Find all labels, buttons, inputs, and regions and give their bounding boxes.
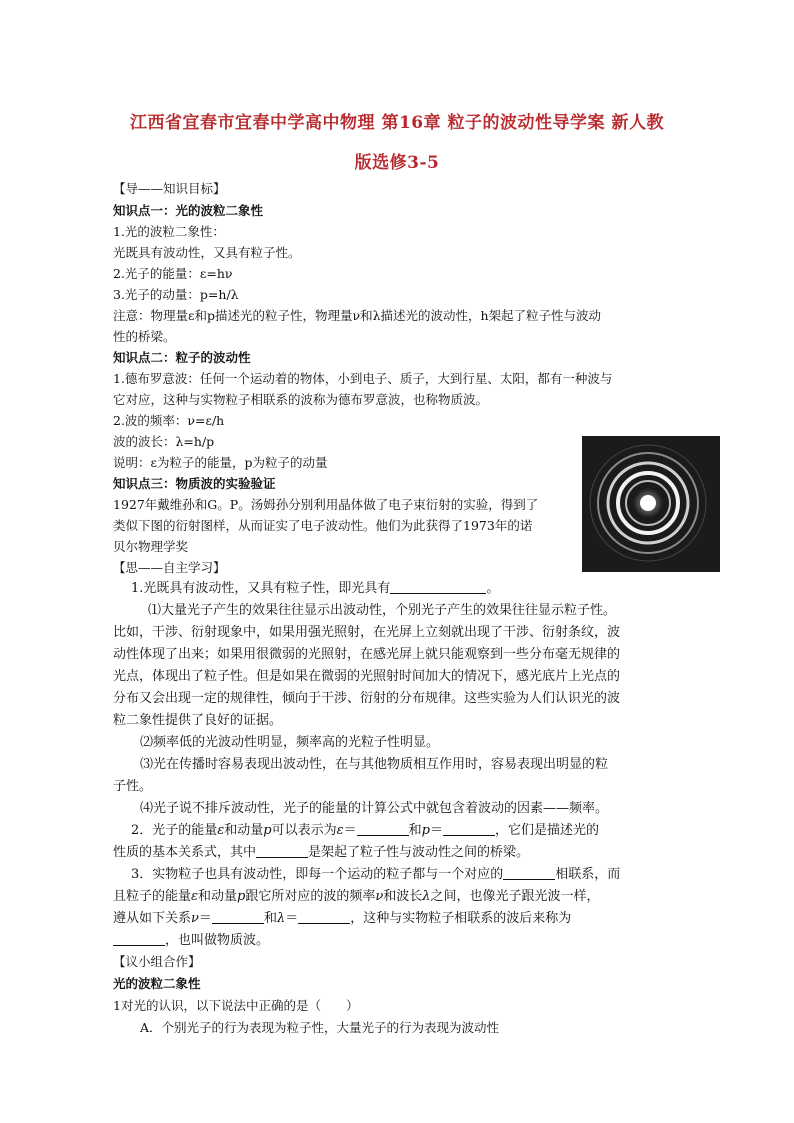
si-q3: 遵从如下关系ν＝ 和λ＝ ，这种与实物粒子相联系的波后来称为 <box>113 911 572 926</box>
answer-blank[interactable] <box>298 909 350 924</box>
kp2-title: 知识点二：粒子的波动性 <box>113 350 251 365</box>
si-q3: 且粒子的能量ε和动量p跟它所对应的波的频率ν和波长λ之间，也像光子跟光波一样， <box>113 889 600 904</box>
si-p3: 子性。 <box>113 779 153 794</box>
kp3-line: 贝尔物理学奖 <box>113 539 189 554</box>
answer-blank[interactable] <box>390 579 486 594</box>
page-title-line2: 版选修3-5 <box>354 153 440 173</box>
electron-diffraction-rings-image <box>582 436 720 572</box>
answer-blank[interactable] <box>357 821 409 836</box>
kp2-line: 1.德布罗意波：任何一个运动着的物体，小到电子、质子，大到行星、太阳，都有一种波与 <box>113 371 613 386</box>
answer-blank[interactable] <box>212 909 264 924</box>
kp1-line: 1.光的波粒二象性： <box>113 224 225 239</box>
si-p1-line: 分布又会出现一定的规律性，倾向于干涉、衍射的分布规律。这些实验为人们认识光的波 <box>113 691 621 706</box>
si-q3: ，也叫做物质波。 <box>113 930 269 952</box>
kp1-line: 性的桥梁。 <box>113 329 176 344</box>
yi-question: 1对光的认识，以下说法中正确的是（ ） <box>113 998 359 1013</box>
kp3-line: 1927年戴维孙和G。P。汤姆孙分别利用晶体做了电子束衍射的实验，得到了 <box>113 497 539 512</box>
si-q2: 2．光子的能量ε和动量p可以表示为ε＝ 和p＝ ，它们是描述光的 <box>131 823 599 838</box>
kp2-line: 2.波的频率：ν=ε/h <box>113 413 225 428</box>
kp1-line: 光既具有波动性，又具有粒子性。 <box>113 245 301 260</box>
yi-option-a: A．个别光子的行为表现为粒子性，大量光子的行为表现为波动性 <box>140 1020 500 1035</box>
si-p1-line: 动性体现了出来；如果用很微弱的光照射，在感光屏上就只能观察到一些分布毫无规律的 <box>113 647 621 662</box>
answer-blank[interactable] <box>443 821 495 836</box>
si-p4: ⑷光子说不排斥波动性，光子的能量的计算公式中就包含着波动的因素——频率。 <box>140 801 609 816</box>
answer-blank[interactable] <box>256 843 308 858</box>
kp2-line: 波的波长：λ=h/p <box>113 434 215 449</box>
si-p1-line: 光点，体现出了粒子性。但是如果在微弱的光照射时间加大的情况下，感光底片上光点的 <box>113 669 621 684</box>
kp1-title: 知识点一：光的波粒二象性 <box>113 203 264 218</box>
section-heading-si: 【思——自主学习】 <box>113 560 226 575</box>
section-heading-yi: 【议小组合作】 <box>113 954 201 969</box>
kp1-line: 3.光子的动量：p=h/λ <box>113 287 239 302</box>
si-q1: 1.光既具有波动性，又具有粒子性，即光具有 。 <box>131 581 500 596</box>
si-p1-line: 比如，干涉、衍射现象中，如果用强光照射，在光屏上立刻就出现了干涉、衍射条纹，波 <box>113 625 621 640</box>
kp2-line: 它对应，这种与实物粒子相联系的波称为德布罗意波，也称物质波。 <box>113 392 489 407</box>
si-p3: ⑶光在传播时容易表现出波动性，在与其他物质相互作用时，容易表现出明显的粒 <box>140 757 609 772</box>
answer-blank[interactable] <box>113 931 165 946</box>
kp2-line: 说明：ε为粒子的能量，p为粒子的动量 <box>113 455 328 470</box>
kp1-line: 注意：物理量ε和p描述光的粒子性，物理量ν和λ描述光的波动性，h架起了粒子性与波动 <box>113 308 602 323</box>
kp1-line: 2.光子的能量：ε=hν <box>113 266 233 281</box>
kp3-title: 知识点三：物质波的实验验证 <box>113 476 276 491</box>
si-p1-line: 粒二象性提供了良好的证据。 <box>113 713 283 728</box>
page-title-line1: 江西省宜春市宜春中学高中物理 第16章 粒子的波动性导学案 新人教 <box>130 113 664 133</box>
section-heading-dao: 【导——知识目标】 <box>113 181 226 196</box>
si-q2: 性质的基本关系式，其中 是架起了粒子性与波动性之间的桥梁。 <box>113 845 530 860</box>
answer-blank[interactable] <box>503 865 555 880</box>
si-p1-line: ⑴大量光子产生的效果往往显示出波动性，个别光子产生的效果往往显示粒子性。 <box>148 603 617 618</box>
si-q3: 3．实物粒子也具有波动性，即每一个运动的粒子都与一个对应的 相联系，而 <box>131 867 621 882</box>
si-p2: ⑵频率低的光波动性明显，频率高的光粒子性明显。 <box>140 735 440 750</box>
yi-subtitle: 光的波粒二象性 <box>113 976 201 991</box>
kp3-line: 类似下图的衍射图样，从而证实了电子波动性。他们为此获得了1973年的诺 <box>113 518 533 533</box>
